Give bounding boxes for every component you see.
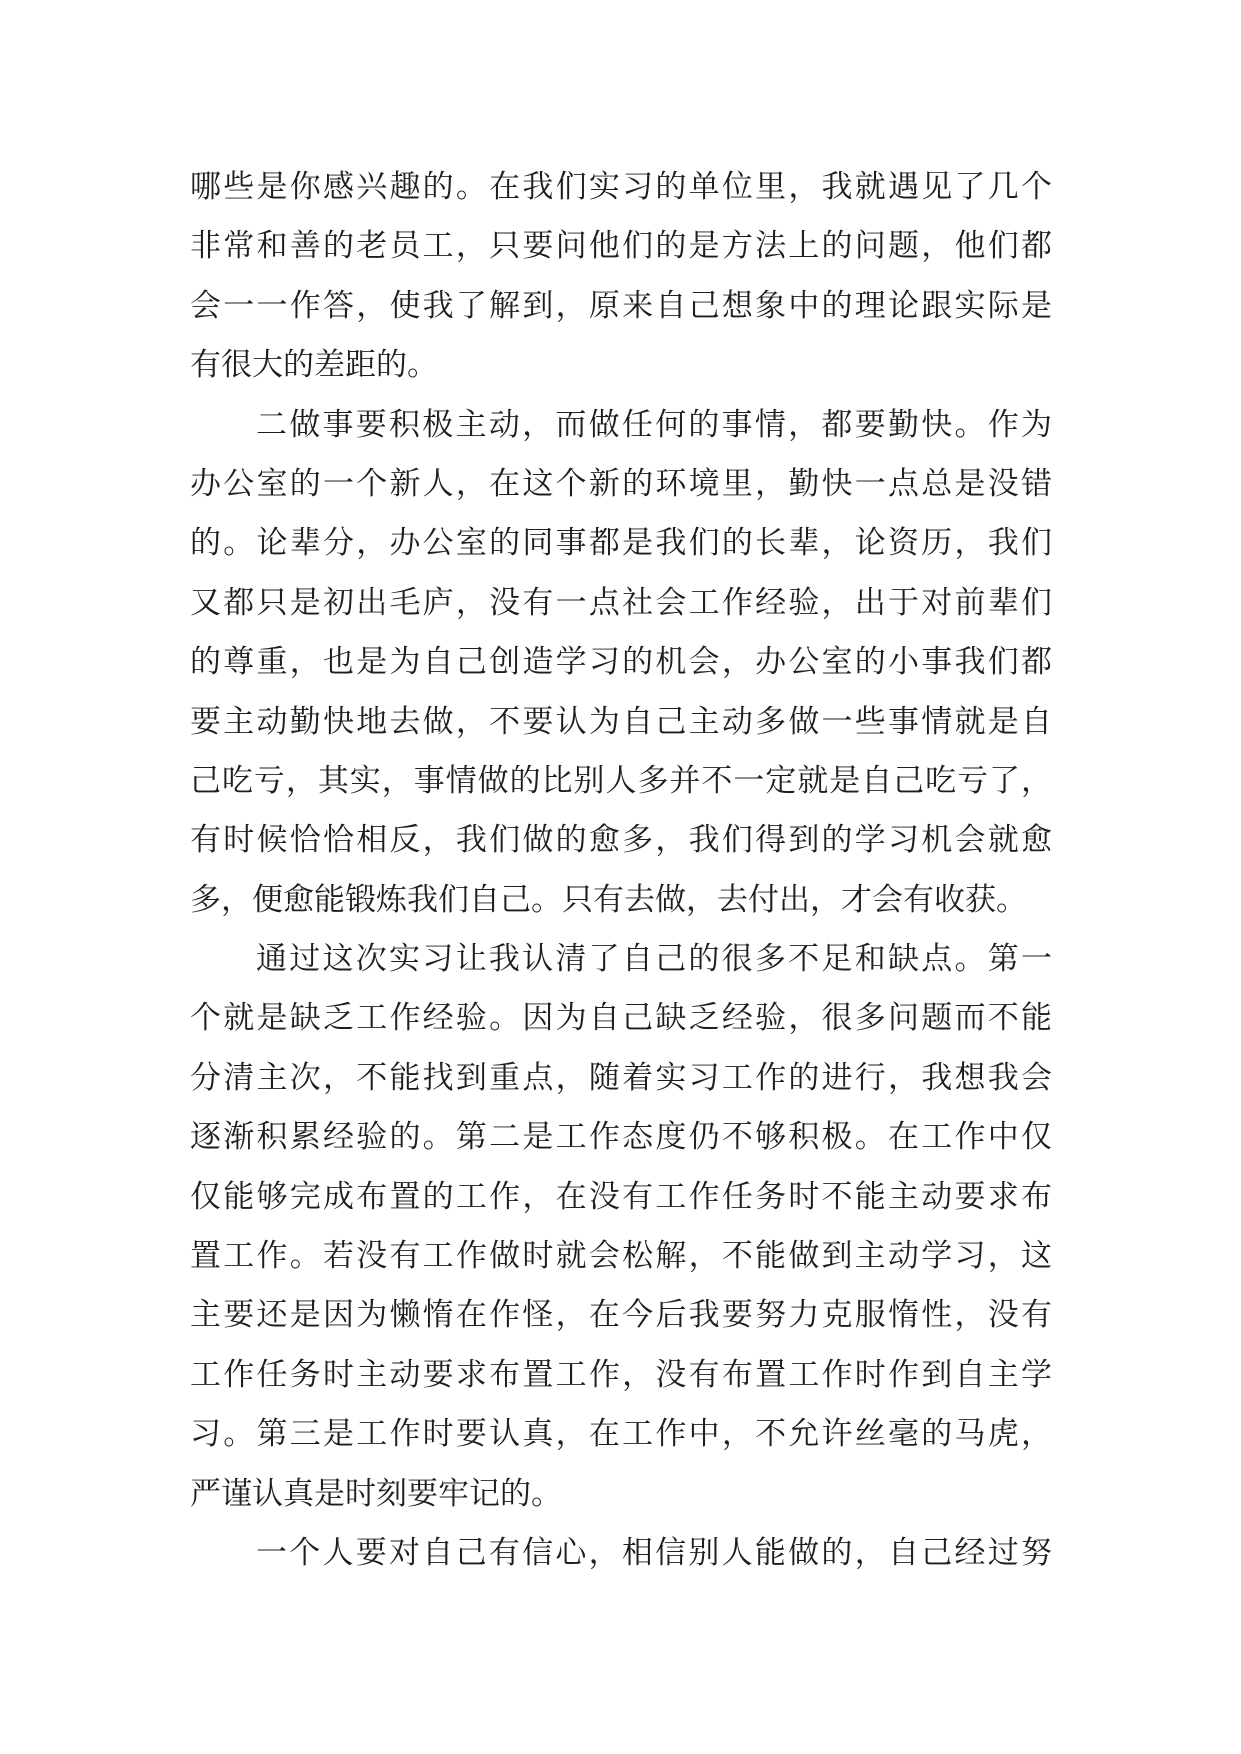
text-line: 办公室的一个新人，在这个新的环境里，勤快一点总是没错 xyxy=(190,465,1052,502)
text-line: 置工作。若没有工作做时就会松解，不能做到主动学习，这 xyxy=(190,1238,1052,1275)
text-line: 多，便愈能锻炼我们自己。只有去做，去付出，才会有收获。 xyxy=(190,881,1027,918)
text-line: 要主动勤快地去做，不要认为自己主动多做一些事情就是自 xyxy=(190,703,1052,740)
paragraph-first-line: 二做事要积极主动，而做任何的事情，都要勤快。作为 xyxy=(256,406,1052,443)
paragraph-first-line: 通过这次实习让我认清了自己的很多不足和缺点。第一 xyxy=(256,941,1052,978)
text-line: 又都只是初出毛庐，没有一点社会工作经验，出于对前辈们 xyxy=(190,584,1052,621)
text-line: 的尊重，也是为自己创造学习的机会，办公室的小事我们都 xyxy=(190,644,1052,681)
text-line: 非常和善的老员工，只要问他们的是方法上的问题，他们都 xyxy=(190,228,1052,265)
text-line: 分清主次，不能找到重点，随着实习工作的进行，我想我会 xyxy=(190,1059,1052,1096)
text-line: 个就是缺乏工作经验。因为自己缺乏经验，很多问题而不能 xyxy=(190,1000,1052,1037)
text-line: 有很大的差距的。 xyxy=(190,347,438,384)
body-text xyxy=(190,158,1052,1583)
text-line: 哪些是你感兴趣的。在我们实习的单位里，我就遇见了几个 xyxy=(190,169,1052,205)
text-line: 习。第三是工作时要认真，在工作中，不允许丝毫的马虎， xyxy=(190,1416,1052,1453)
paragraph-first-line: 一个人要对自己有信心，相信别人能做的，自己经过努 xyxy=(256,1534,1052,1571)
text-line: 逐渐积累经验的。第二是工作态度仍不够积极。在工作中仅 xyxy=(190,1119,1052,1156)
text-line: 严谨认真是时刻要牢记的。 xyxy=(190,1475,562,1512)
text-line: 仅能够完成布置的工作，在没有工作任务时不能主动要求布 xyxy=(190,1178,1052,1215)
text-line: 会一一作答，使我了解到，原来自己想象中的理论跟实际是 xyxy=(190,287,1052,324)
text-line: 工作任务时主动要求布置工作，没有布置工作时作到自主学 xyxy=(190,1356,1052,1393)
text-line: 己吃亏，其实，事情做的比别人多并不一定就是自己吃亏了， xyxy=(190,762,1052,799)
text-line: 主要还是因为懒惰在作怪，在今后我要努力克服惰性，没有 xyxy=(190,1297,1052,1334)
text-line: 的。论辈分，办公室的同事都是我们的长辈，论资历，我们 xyxy=(190,525,1052,562)
text-line: 有时候恰恰相反，我们做的愈多，我们得到的学习机会就愈 xyxy=(190,822,1052,859)
